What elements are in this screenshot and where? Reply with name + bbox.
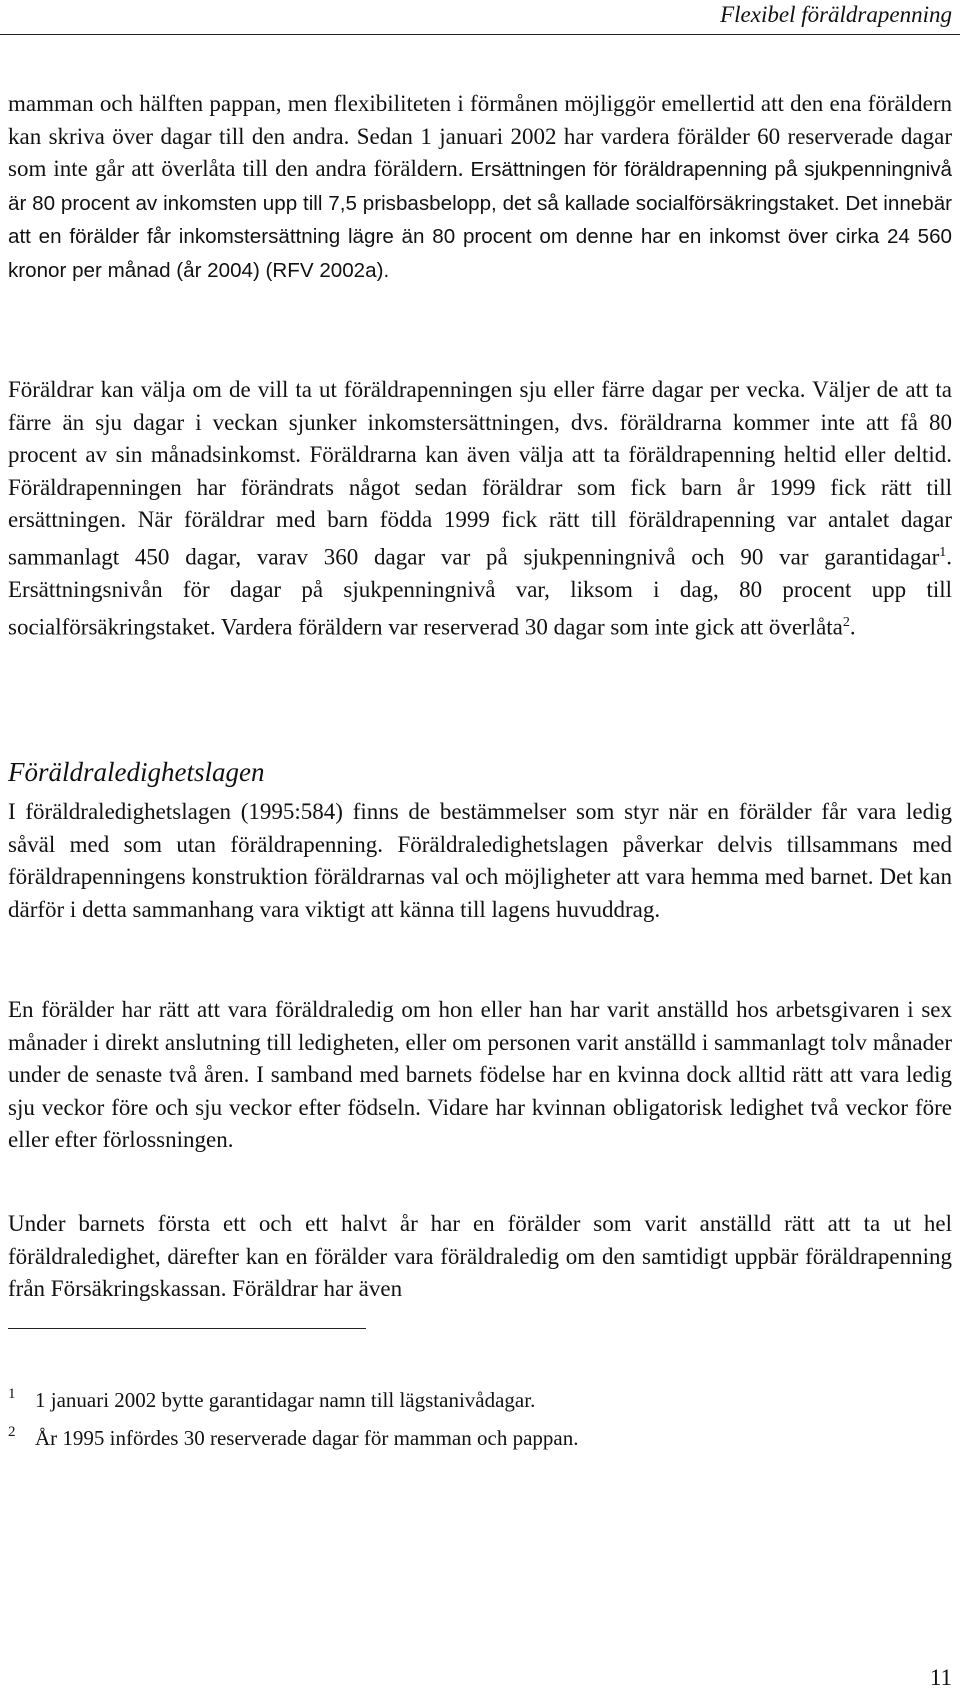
footnote-text: 1 januari 2002 bytte garantidagar namn till lägstanivådagar. (35, 1388, 536, 1412)
running-header (0, 0, 960, 35)
paragraph-eligibility: En förälder har rätt att vara föräldraledig om hon eller han har varit anställd hos arbetsgivaren i sex månader i direkt anslutning till ledigheten, eller om personen varit anställd i sammanlagt tolv månader under de senaste två åren. I samband med barnets födelse har en kvinna dock alltid rätt att vara ledig sju veckor före och sju veckor efter födseln. Vidare har kvinnan obligatorisk ledighet två veckor före eller efter förlossningen. (8, 997, 952, 1153)
section-heading: Föräldraledighetslagen (8, 757, 265, 787)
footnote-ref-1[interactable]: 1 (939, 544, 947, 560)
paragraph-benefit-rules (8, 88, 952, 288)
paragraph-first-years: Under barnets första ett och ett halvt år har en förälder som varit anställd rätt att ta ut hel föräldraledighet, därefter kan en förälder vara föräldraledig om den samtidigt uppbär föräldrapenning från Försäkringskassan. Föräldrar har även (8, 1211, 952, 1302)
paragraph-parental-choices (8, 374, 952, 644)
paragraph-serif-part: mamman och hälften pappan, men flexibiliteten i förmånen möjliggör emellertid att den ena föräldern kan skriva över dagar till den andra. Sedan 1 januari 2002 har vardera förälder 60 reserverade dagar som inte går att överlåta till den andra föräldern. (8, 91, 952, 182)
paragraph-leave-law: I föräldraledighetslagen (1995:584) finns de bestämmelser som styr när en förälder får vara ledig såväl med som utan föräldrapenning. Föräldraledighetslagen påverkar delvis tillsammans med föräldrapenningens konstruktion föräldrarnas val och möjligheter att vara hemma med barnet. Det kan därför i detta sammanhang vara viktigt att känna till lagens huvuddrag. (8, 799, 952, 922)
paragraph-text-part-2: . Ersättningsnivån för dagar på sjukpenningnivå var, liksom i dag, 80 procent upp till socialförsäkringstaket. Vardera föräldern var reserverad 30 dagar som inte gick att överlåta (8, 544, 952, 640)
footnote-mark: 2 (8, 1424, 16, 1440)
running-header-title: Flexibel föräldrapenning (720, 2, 952, 27)
paragraph-text-part-3: . (849, 614, 856, 640)
footnote-mark: 1 (8, 1386, 16, 1402)
paragraph-text-part-1: Föräldrar kan välja om de vill ta ut föräldrapenningen sju eller färre dagar per vecka. Väljer de att ta färre än sju dagar i veckan sjunker inkomstersättningen, dvs. föräldrarna kommer inte att få 80 procent av sin månadsinkomst. Föräldrarna kan även välja att ta föräldrapenning heltid eller deltid. Föräldrapenningen har förändrats något sedan föräldrar som fick barn år 1999 fick rätt till ersättningen. När föräldrar med barn födda 1999 fick rätt till föräldrapenning var antalet dagar sammanlagt 450 dagar, varav 360 dagar var på sjukpenningnivå och 90 var garantidagar (8, 377, 952, 570)
footnote-divider (8, 1328, 366, 1329)
footnote-text: År 1995 infördes 30 reserverade dagar för mamman och pappan. (35, 1426, 579, 1450)
page-number: 11 (929, 1665, 952, 1690)
paragraph-sans-part: Ersättningen för föräldrapenning på sjukpenningnivå är 80 procent av inkomsten upp till 7,5 prisbasbelopp, det så kallade socialförsäkringstaket. Det innebär att en förälder får inkomstersättning lägre än 80 procent om denne har en inkomst över cirka 24 560 kronor per månad (år 2004) (RFV 2002a). (8, 158, 952, 282)
footnote-ref-2[interactable]: 2 (842, 614, 850, 630)
